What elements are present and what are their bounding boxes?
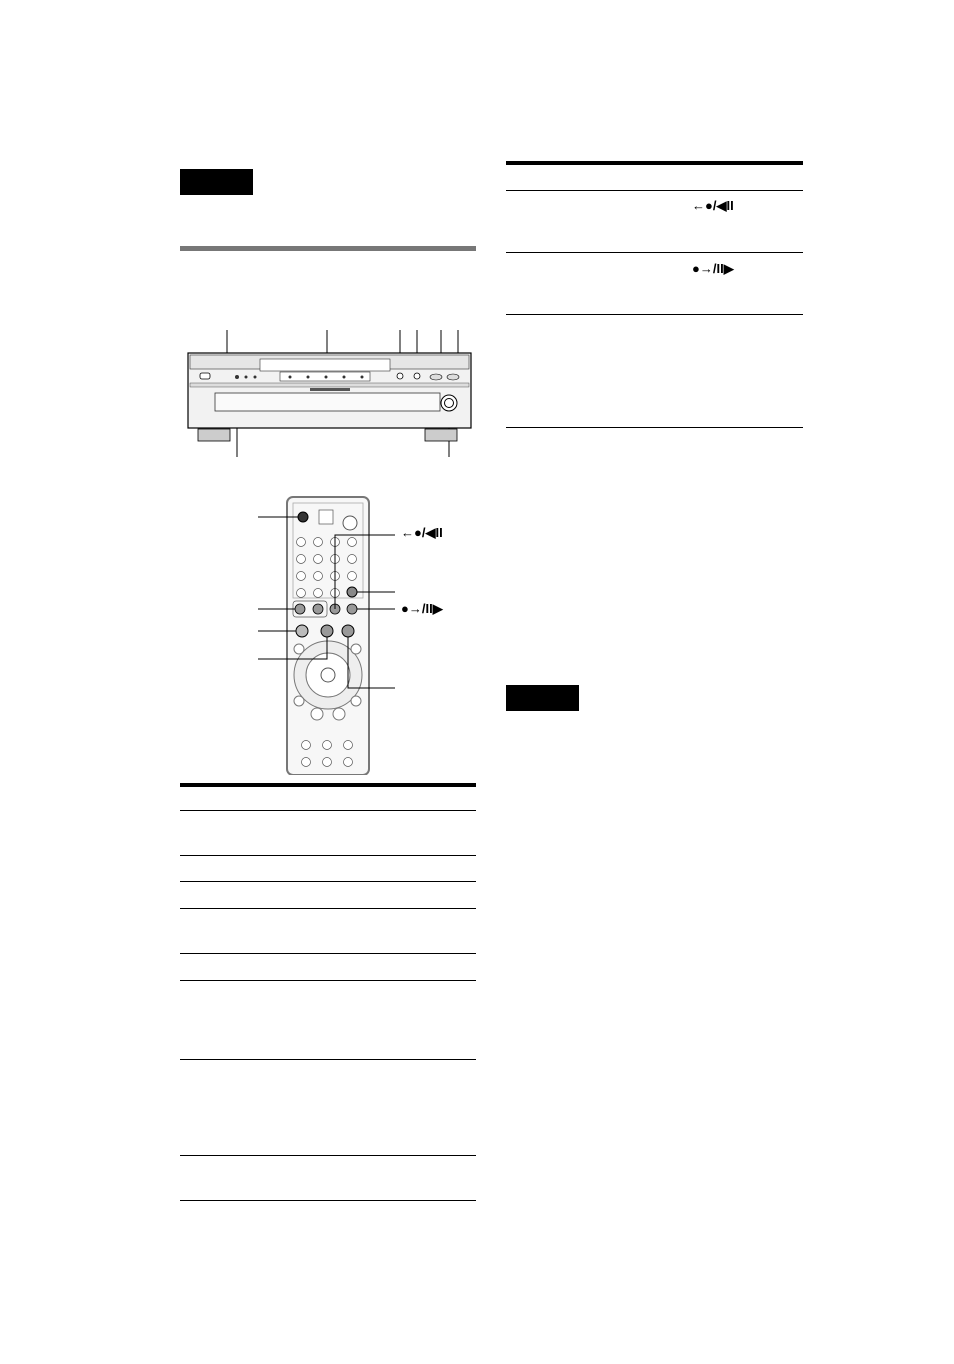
left-table-rule xyxy=(180,1155,476,1156)
right-table-top-rule xyxy=(506,161,803,165)
right-table-replay-symbol: ←●/◀II xyxy=(692,198,734,213)
advance-button-label: ●→/II▶ xyxy=(401,601,443,616)
right-table-rule xyxy=(506,314,803,315)
right-table-rule xyxy=(506,252,803,253)
remote-control-illustration xyxy=(255,495,405,775)
left-table-rule xyxy=(180,855,476,856)
left-table-top-rule xyxy=(180,783,476,787)
right-table-advance-symbol: ●→/II▶ xyxy=(692,261,734,276)
notes-tab-right xyxy=(506,685,579,711)
left-table-rule xyxy=(180,810,476,811)
right-table-header-rule xyxy=(506,190,803,191)
notes-tab-left xyxy=(180,169,253,195)
left-table-rule xyxy=(180,953,476,954)
replay-button-label: ←●/◀II xyxy=(401,525,443,540)
left-table-bottom-rule xyxy=(180,1200,476,1201)
left-table-rule xyxy=(180,980,476,981)
section-rule xyxy=(180,246,476,251)
left-table-rule xyxy=(180,1059,476,1060)
left-table-rule xyxy=(180,881,476,882)
player-front-panel-illustration xyxy=(180,325,480,460)
left-table-rule xyxy=(180,908,476,909)
right-table-bottom-rule xyxy=(506,427,803,428)
